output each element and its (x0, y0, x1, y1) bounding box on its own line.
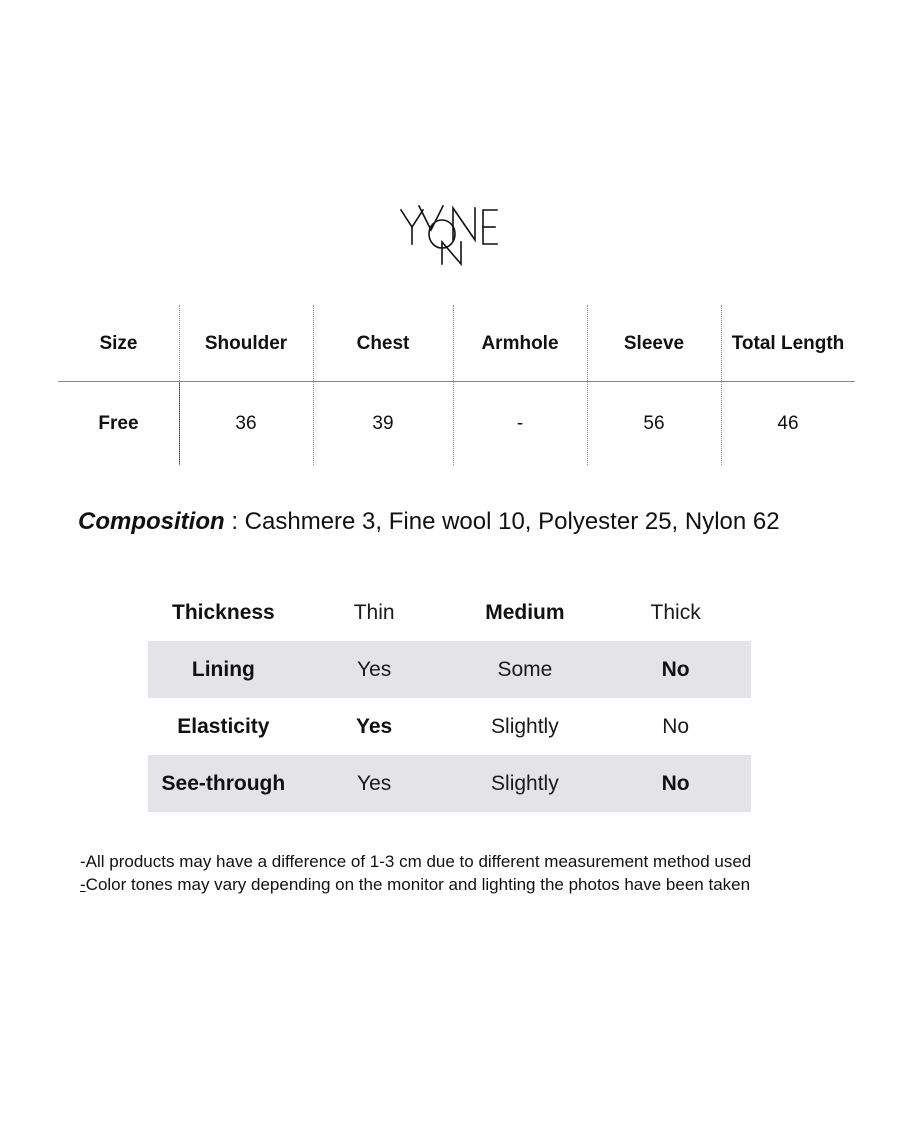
note-color (80, 873, 751, 896)
brand-logo (395, 200, 507, 272)
property-option: Slightly (491, 771, 559, 795)
property-option-selected: No (661, 771, 690, 795)
property-option: Thick (650, 600, 701, 624)
cell-total-length: 46 (777, 413, 799, 434)
header-total-length: Total Length (731, 333, 845, 354)
column-divider (179, 305, 180, 465)
table-row (58, 385, 855, 463)
cell-size: Free (98, 413, 139, 434)
property-label: Thickness (172, 600, 275, 624)
property-option-selected: Medium (485, 600, 565, 624)
cell-chest: 39 (372, 413, 394, 434)
note-measurement: -All products may have a difference of 1-3 cm due to different measurement method used (80, 852, 752, 871)
cell-armhole: - (516, 413, 524, 434)
property-label: Lining (191, 657, 255, 681)
header-armhole: Armhole (481, 333, 559, 354)
header-sleeve: Sleeve (623, 333, 685, 354)
composition-line (78, 508, 780, 536)
header-chest: Chest (356, 333, 410, 354)
property-option: Yes (356, 657, 392, 681)
property-option: Thin (353, 600, 395, 624)
size-table-header (58, 305, 855, 383)
header-shoulder: Shoulder (204, 333, 288, 354)
property-row-thickness (148, 584, 751, 641)
property-option-selected: No (661, 657, 690, 681)
size-table (58, 305, 855, 465)
property-option: No (662, 714, 690, 738)
notes (80, 850, 751, 896)
column-divider (587, 305, 588, 465)
property-row-elasticity (148, 698, 751, 755)
composition-label: Composition (78, 508, 225, 535)
note-color-text: Color tones may vary depending on the monitor and lighting the photos have been taken (85, 875, 751, 894)
property-row-lining (148, 641, 751, 698)
cell-shoulder: 36 (235, 413, 257, 434)
header-size: Size (99, 333, 138, 354)
property-option: Slightly (491, 714, 559, 738)
cell-sleeve: 56 (643, 413, 665, 434)
header-divider (58, 381, 855, 382)
property-option-selected: Yes (356, 714, 393, 738)
property-row-see-through (148, 755, 751, 812)
column-divider (721, 305, 722, 465)
composition-value: Cashmere 3, Fine wool 10, Polyester 25, Nylon 62 (244, 508, 780, 535)
property-option: Yes (356, 771, 392, 795)
property-label: See-through (161, 771, 286, 795)
property-option: Some (497, 657, 553, 681)
properties-table (148, 584, 751, 812)
composition-separator: : (224, 508, 245, 535)
property-label: Elasticity (177, 714, 270, 738)
column-divider (453, 305, 454, 465)
note-color-dash: - (80, 875, 86, 894)
column-divider (313, 305, 314, 465)
